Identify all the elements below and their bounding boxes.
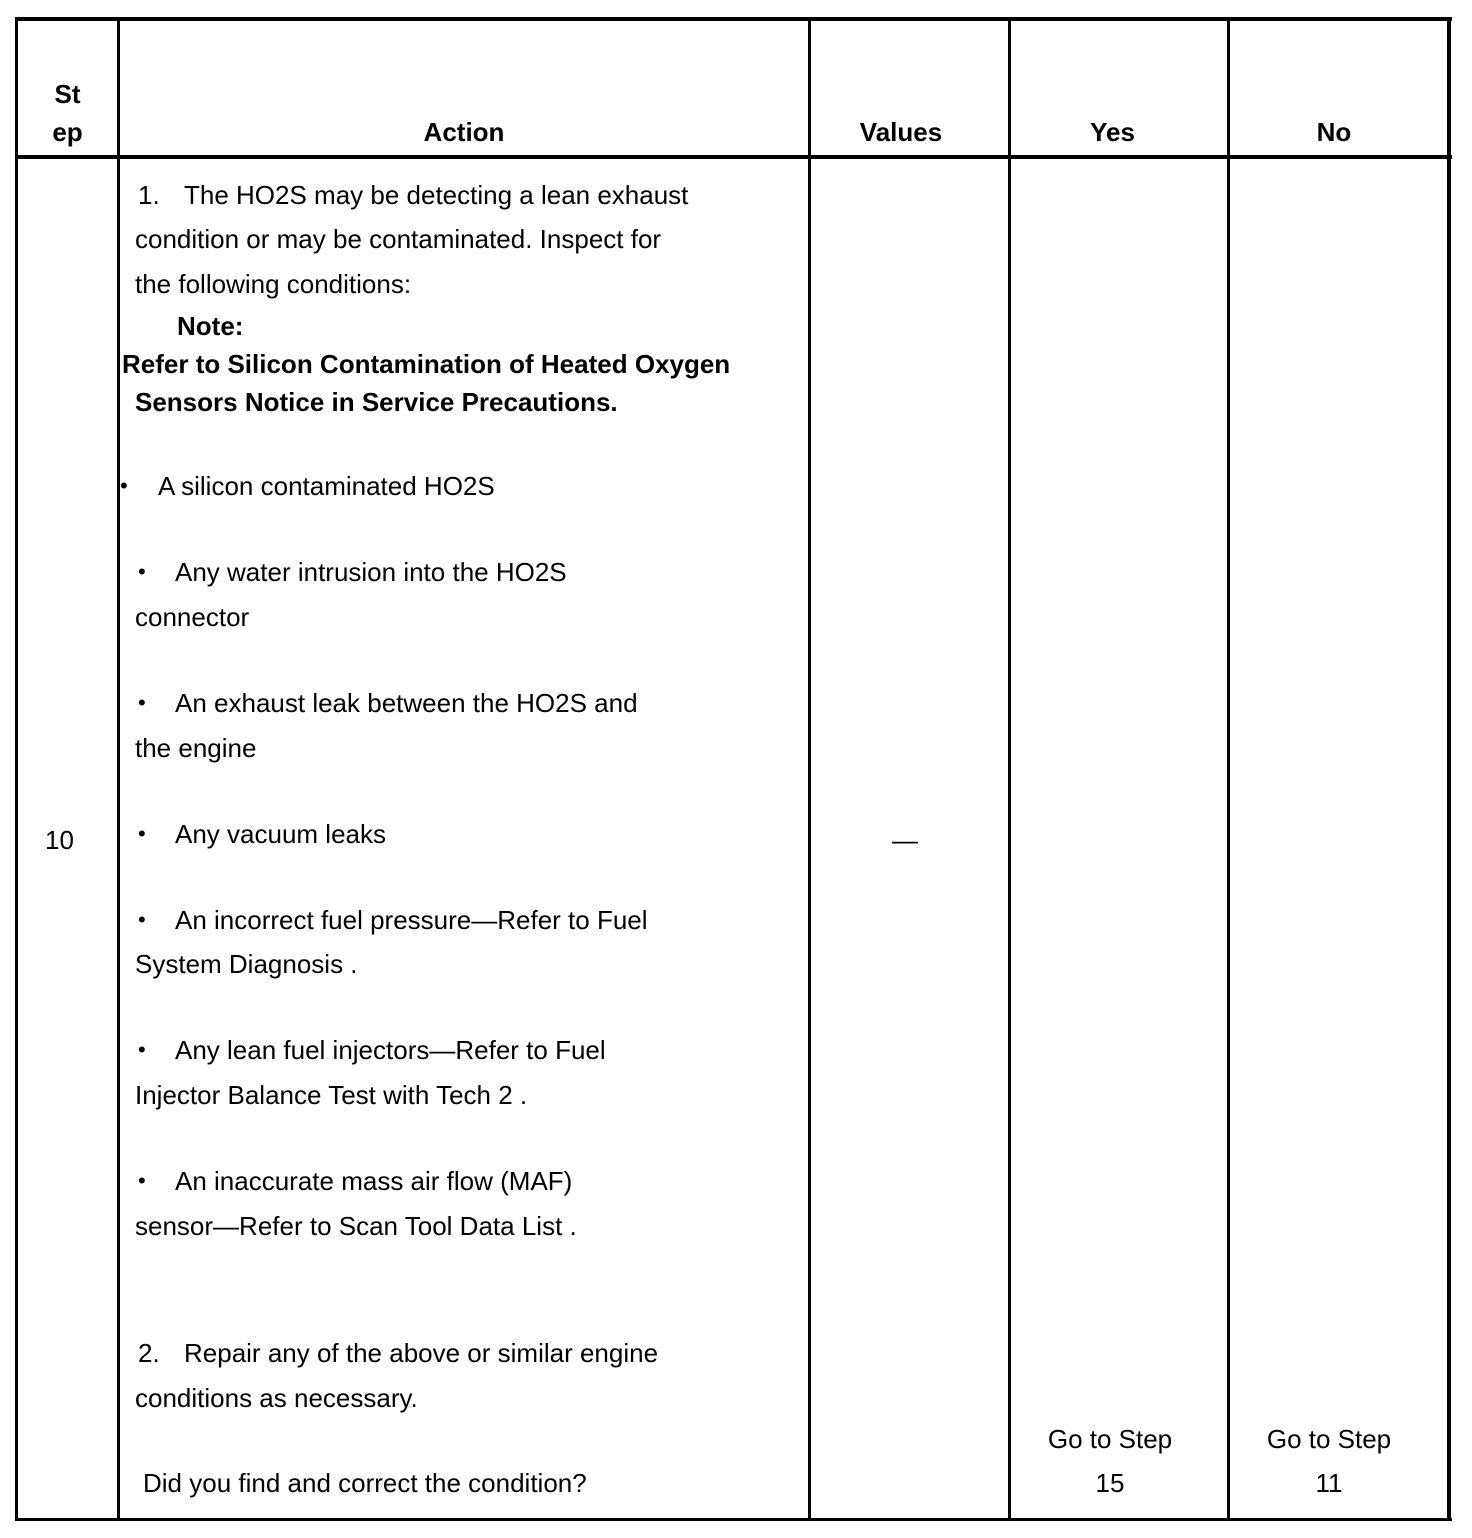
item2-line1: Repair any of the above or similar engine	[184, 1338, 659, 1368]
yes-goto-label: Go to Step	[1047, 1424, 1173, 1454]
no-goto-label: Go to Step	[1266, 1424, 1392, 1454]
table-right-border	[1447, 17, 1451, 1521]
bullet-2-line1: Any water intrusion into the HO2S	[175, 557, 567, 587]
item1-line2: condition or may be contaminated. Inspect for	[135, 224, 662, 254]
question: Did you find and correct the condition?	[143, 1468, 587, 1498]
item1-number: 1.	[138, 180, 160, 210]
step-number: 10	[45, 825, 74, 855]
bullet-3-line2: the engine	[135, 733, 257, 763]
bullet-6-line2: Injector Balance Test with Tech 2 .	[135, 1080, 528, 1110]
bullet-7-dot: •	[138, 1168, 146, 1193]
note-label: Note:	[177, 311, 244, 341]
header-no: No	[1316, 117, 1352, 147]
bullet-7-line2: sensor—Refer to Scan Tool Data List .	[135, 1211, 577, 1241]
column-divider-yes	[1227, 17, 1230, 1521]
bullet-5-dot: •	[138, 907, 146, 932]
table-bottom-border	[15, 1518, 1452, 1521]
yes-goto-step: 15	[1095, 1468, 1125, 1498]
bullet-4-dot: •	[138, 821, 146, 846]
bullet-2-dot: •	[138, 559, 146, 584]
header-action: Action	[423, 117, 505, 147]
note-line1: Refer to Silicon Contamination of Heated Oxygen	[122, 349, 731, 379]
column-divider-action	[808, 17, 811, 1521]
no-goto-step: 11	[1315, 1468, 1343, 1498]
values-cell: —	[892, 825, 918, 855]
bullet-6-line1: Any lean fuel injectors—Refer to Fuel	[175, 1035, 606, 1065]
bullet-3-dot: •	[138, 690, 146, 715]
table-top-border	[15, 17, 1452, 21]
bullet-6-dot: •	[138, 1037, 146, 1062]
table-left-border	[15, 17, 18, 1521]
header-step-line1: St	[54, 79, 81, 109]
bullet-3-line1: An exhaust leak between the HO2S and	[175, 688, 638, 718]
header-yes: Yes	[1090, 117, 1135, 147]
header-step-line2: ep	[52, 117, 83, 147]
bullet-4-line1: Any vacuum leaks	[175, 819, 386, 849]
header-bottom-border	[15, 155, 1452, 159]
item1-line3: the following conditions:	[135, 269, 412, 299]
bullet-5-line2: System Diagnosis .	[135, 949, 358, 979]
bullet-7-line1: An inaccurate mass air flow (MAF)	[175, 1166, 573, 1196]
item2-number: 2.	[138, 1338, 160, 1368]
item1-line1: The HO2S may be detecting a lean exhaust	[184, 180, 689, 210]
bullet-5-line1: An incorrect fuel pressure—Refer to Fuel	[175, 905, 648, 935]
item2-line2: conditions as necessary.	[135, 1383, 418, 1413]
bullet-1-line1: A silicon contaminated HO2S	[158, 471, 495, 501]
column-divider-values	[1008, 17, 1011, 1521]
bullet-1-dot: •	[120, 473, 128, 498]
header-values: Values	[859, 117, 943, 147]
column-divider-step	[117, 17, 120, 1521]
bullet-2-line2: connector	[135, 602, 250, 632]
note-line2: Sensors Notice in Service Precautions.	[135, 387, 618, 417]
